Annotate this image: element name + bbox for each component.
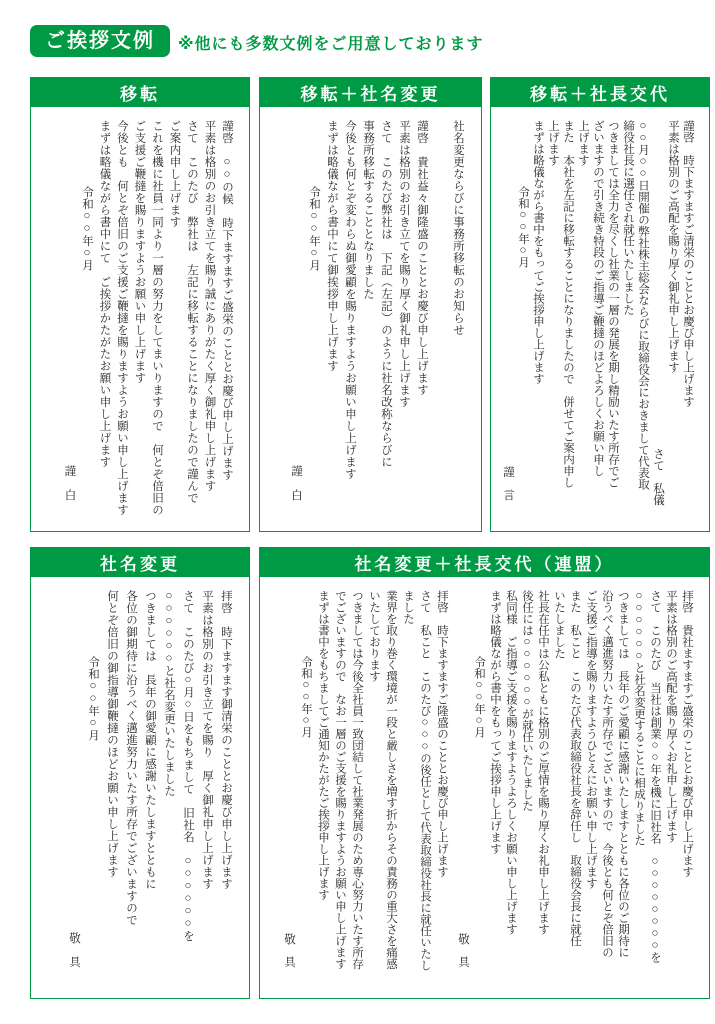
- box-title: 社名変更＋社長交代（連盟）: [259, 547, 710, 577]
- letter-column: 今後とも 何とぞ倍旧のご支援ご鞭撻を賜りますようお願い申し上げます: [116, 120, 128, 516]
- letter-column: 何とぞ倍旧の御指導御鞭撻のほどお願い申し上げます: [106, 590, 118, 878]
- letter-column: また 本社を左記に移転することになりましたので 併せてご案内申し: [562, 120, 574, 488]
- letter-section: [60, 120, 235, 519]
- letter-date: 令和○○年○月: [308, 185, 320, 272]
- letter-box-relocation: [30, 77, 250, 532]
- letter-column: さて 私こと このたび○○○の後任として代表取締役社長に就任いたし: [419, 590, 431, 971]
- letter-column: 謹啓 時下ますますご清栄のこととお慶び申し上げます: [682, 120, 694, 408]
- letter-column: ○○○○○○と社名変更することに相成りました: [633, 590, 645, 846]
- letter-closer: 敬 具: [457, 933, 469, 968]
- letter-column: 締役社長に選任され就任いたしました: [622, 120, 634, 316]
- letter-column: つきましては全力を尽くし社業の一層の発展を期し精励いたす所存でご: [607, 120, 619, 488]
- letter-section-first: [450, 590, 695, 986]
- letter-date: 令和○○年○月: [517, 185, 529, 268]
- letter-date: 令和○○年○月: [300, 655, 312, 738]
- letter-column: 上げます: [547, 120, 559, 166]
- more-examples-note: ※他にも多数文例をご用意しております: [178, 36, 484, 53]
- letter-column: 謹啓 ○○の候 時下ますますご盛栄のこととお慶び申し上げます: [221, 120, 233, 481]
- letter-closer: 敬 具: [283, 933, 295, 968]
- letter-column: いたしております: [368, 590, 380, 682]
- letter-column: 社名変更ならびに事務所移転のお知らせ: [452, 120, 464, 336]
- letter-column: ご支援ご指導を賜りますようひとえにお願い申し上げます: [585, 590, 597, 889]
- letter-body: [31, 108, 249, 531]
- letter-closer: 謹 白: [63, 464, 76, 501]
- letter-column: 平素は格別のお引き立てを賜り誠にありがたく厚く御礼申し上げます: [203, 120, 216, 492]
- letter-column: 私同様 ご指導ご支援を賜りますようよろしくお願い申し上げます: [505, 590, 517, 935]
- letter-section: [287, 120, 467, 519]
- letter-column: 平素は格別のお引き立てを賜り厚く御礼申し上げます: [398, 120, 410, 408]
- letter-column: つきましては今後全社員一致団結して社業発展のため専心努力いたす所存: [351, 590, 363, 970]
- letter-date: 令和○○年○月: [473, 655, 485, 738]
- letter-section-second: [272, 590, 450, 986]
- letter-column: ○○月○○日開催の弊社株主総会ならびに取締役会におきまして代表取: [637, 120, 649, 490]
- letter-column: 平素は格別のご高配を賜り厚くお礼申し上げます: [665, 590, 677, 843]
- letter-body: [260, 108, 481, 531]
- letter-closer: 謹 言: [502, 466, 514, 501]
- letter-box-relocation-president-change: [490, 77, 710, 532]
- letter-box-rename: [30, 547, 250, 999]
- letter-column: さて このたび 弊社は 左記に移転することになりましたので謹んで: [186, 120, 198, 504]
- letter-column: さて このたび 当社は創業○○年を機に旧社名 ○○○○○○○○を: [649, 590, 661, 963]
- letter-column: いたしました: [553, 590, 565, 659]
- box-title: 移転＋社名変更: [259, 77, 482, 107]
- letter-column: 今後とも何とぞ変わらぬ御愛顧を賜りますようお願い申し上げます: [344, 120, 356, 480]
- letter-column: 拝啓 時下ますますご隆盛のこととお慶び申し上げます: [436, 590, 448, 878]
- letter-column: ざいますので引き続き特段のご指導ご鞭撻のほどよろしくお願い申し: [592, 120, 604, 477]
- letter-column: まずは略儀ながら書中にて御挨拶申し上げます: [326, 120, 338, 372]
- letter-column: これを機に社員一同より一層の努力をしてまいりますので 何とぞ倍旧の: [151, 120, 163, 516]
- letter-column: つきましては 長年の御愛顧に感謝いたしますとともに: [144, 590, 156, 890]
- letter-column: さて このたび○月○日をもちまして 旧社名 ○○○○○○を: [182, 590, 194, 942]
- letter-column: さて このたび弊社は 下記（左記）のように社名改称ならびに: [380, 120, 392, 468]
- box-title: 移転: [30, 77, 250, 107]
- letter-column: つきましては 長年のご愛顧に感謝いたしますとともに各位のご期待に: [617, 590, 629, 958]
- box-title: 社名変更: [30, 547, 250, 577]
- letter-column: 各位の御期待に沿うべく邁進努力いたす所存でございますので: [125, 590, 137, 926]
- letter-column: また 私こと このたび代表取締役社長を辞任し 取締役会長に就任: [569, 590, 581, 947]
- letter-closer: 敬 具: [68, 931, 80, 968]
- letter-body: [31, 578, 249, 998]
- letter-box-relocation-rename: [259, 77, 482, 532]
- letter-column: 謹啓 貴社益々御隆盛のこととお慶び申し上げます: [416, 120, 428, 396]
- letter-column: 社長在任中は公私ともに格別のご厚情を賜り厚くお礼申し上げます: [537, 590, 549, 935]
- letter-column: ご案内申し上げます: [168, 120, 181, 228]
- letter-column: まずは書中をもちましてご通知かたがたご挨拶申し上げます: [317, 590, 329, 901]
- letter-column: 沿うべく邁進努力いたす所存でございますので 今後とも何とぞ倍旧の: [601, 590, 613, 958]
- letter-date: 令和○○年○月: [87, 655, 99, 742]
- letter-column: 拝啓 時下ますます御清栄のこととお慶び申し上げます: [220, 590, 232, 890]
- letter-column: 拝啓 貴社ますますご盛栄のこととお慶び申し上げます: [681, 590, 693, 878]
- letter-column: 上げます: [577, 120, 589, 166]
- letter-body: [491, 108, 709, 531]
- letter-column: さて 私儀: [652, 447, 664, 506]
- letter-column: ご支援ご鞭撻を賜りますようお願い申し上げます: [133, 120, 146, 384]
- letter-column: でございますので なお一層のご支援を賜りますようお願い申し上げます: [334, 590, 346, 970]
- greeting-examples-badge: ご挨拶文例: [30, 25, 170, 57]
- letter-column: ました: [402, 590, 414, 625]
- letter-column: ○○○○○○と社名変更いたしました: [163, 590, 175, 797]
- letter-column: 事務所移転することとなりました: [362, 120, 374, 300]
- letter-column: まずは略儀ながら書中をもってご挨拶申し上げます: [532, 120, 544, 385]
- letter-date: 令和○○年○月: [81, 185, 93, 272]
- letter-column: 平素は格別のご高配を賜り厚く御礼申し上げます: [667, 120, 679, 373]
- letter-section: [500, 120, 695, 519]
- letter-column: 平素は格別のお引き立てを賜り 厚く御礼申し上げます: [201, 590, 213, 890]
- letter-body: [260, 578, 709, 998]
- letter-section: [64, 590, 235, 986]
- letter-column: まずは略儀ながら書中をもってご挨拶申し上げます: [489, 590, 501, 855]
- letter-column: まずは略儀ながら書中にて ご挨拶かたがたお願い申し上げます: [98, 120, 111, 468]
- letter-box-rename-president-change-joint: [259, 547, 710, 999]
- letter-column-spacer: [431, 120, 449, 519]
- letter-closer: 謹 白: [290, 464, 302, 501]
- box-title: 移転＋社長交代: [490, 77, 710, 107]
- letter-column: 業界を取り巻く環境が一段と厳しさを増す折からその責務の重大さを痛感: [385, 590, 397, 970]
- letter-column: 後任には○○○○○○が就任いたしました: [521, 590, 533, 812]
